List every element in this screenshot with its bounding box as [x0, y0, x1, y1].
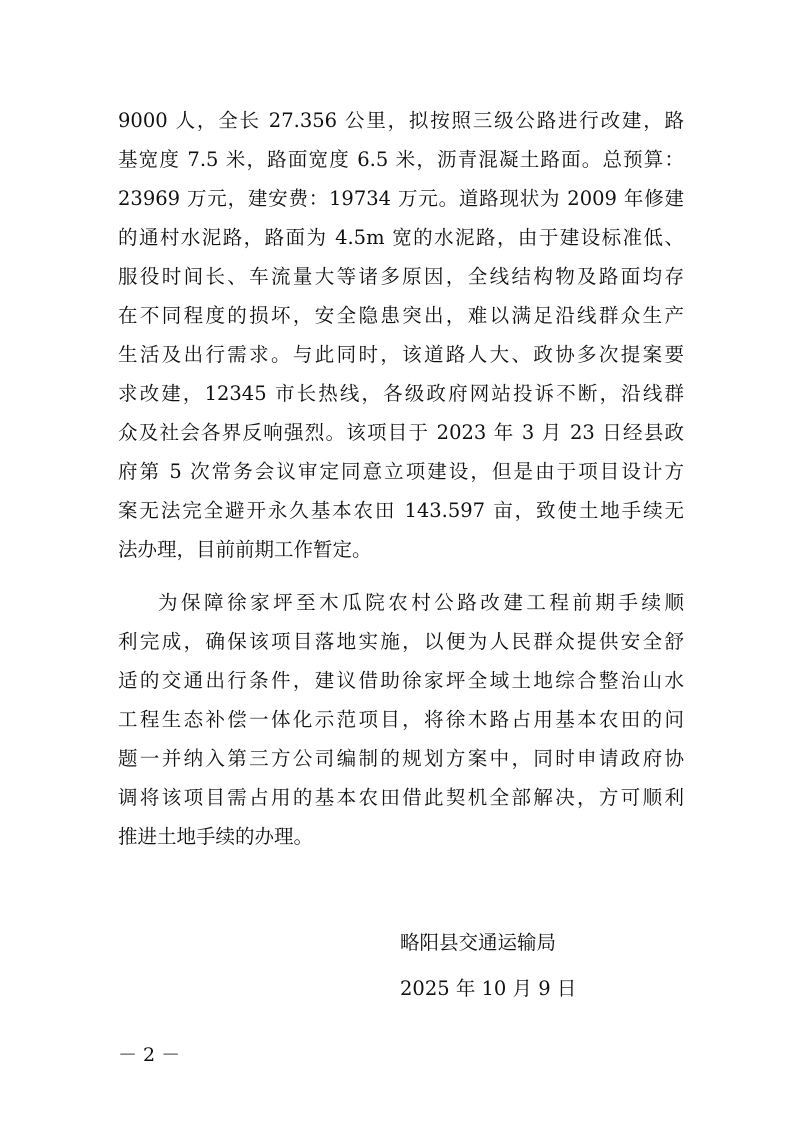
text-line: 调将该项目需占用的基本农田借此契机全部解决，方可顺利 — [118, 786, 684, 809]
text-line: 府第 5 次常务会议审定同意立项建设，但是由于项目设计方 — [118, 460, 684, 483]
text-line: 为保障徐家坪至木瓜院农村公路改建工程前期手续顺 — [158, 591, 684, 614]
issuer-name: 略阳县交通运输局 — [400, 931, 557, 954]
text-line: 题一并纳入第三方公司编制的规划方案中，同时申请政府协 — [118, 747, 684, 770]
text-line: 案无法完全避开永久基本农田 143.597 亩，致使土地手续无 — [118, 499, 684, 522]
text-line: 适的交通出行条件，建议借助徐家坪全域土地综合整治山水 — [118, 669, 684, 692]
text-line: 法办理，目前前期工作暂定。 — [118, 538, 372, 561]
text-line: 服役时间长、车流量大等诸多原因，全线结构物及路面均存 — [118, 265, 684, 288]
text-line: 23969 万元，建安费：19734 万元。道路现状为 2009 年修建 — [118, 187, 684, 210]
text-line: 求改建，12345 市长热线，各级政府网站投诉不断，沿线群 — [118, 382, 684, 405]
issue-date: 2025 年 10 月 9 日 — [400, 977, 577, 1000]
text-line: 生活及出行需求。与此同时，该道路人大、政协多次提案要 — [118, 343, 684, 366]
text-line: 众及社会各界反响强烈。该项目于 2023 年 3 月 23 日经县政 — [118, 421, 684, 444]
text-line: 在不同程度的损坏，安全隐患突出，难以满足沿线群众生产 — [118, 304, 684, 327]
page-number: － 2 － — [118, 1044, 181, 1066]
text-line: 利完成，确保该项目落地实施，以便为人民群众提供安全舒 — [118, 630, 684, 653]
text-line: 推进土地手续的办理。 — [118, 825, 314, 848]
text-line: 基宽度 7.5 米，路面宽度 6.5 米，沥青混凝土路面。总预算： — [118, 148, 684, 171]
text-line: 9000 人，全长 27.356 公里，拟按照三级公路进行改建，路 — [118, 109, 684, 132]
text-line: 工程生态补偿一体化示范项目，将徐木路占用基本农田的问 — [118, 708, 684, 731]
text-line: 的通村水泥路，路面为 4.5m 宽的水泥路，由于建设标准低、 — [118, 226, 684, 249]
